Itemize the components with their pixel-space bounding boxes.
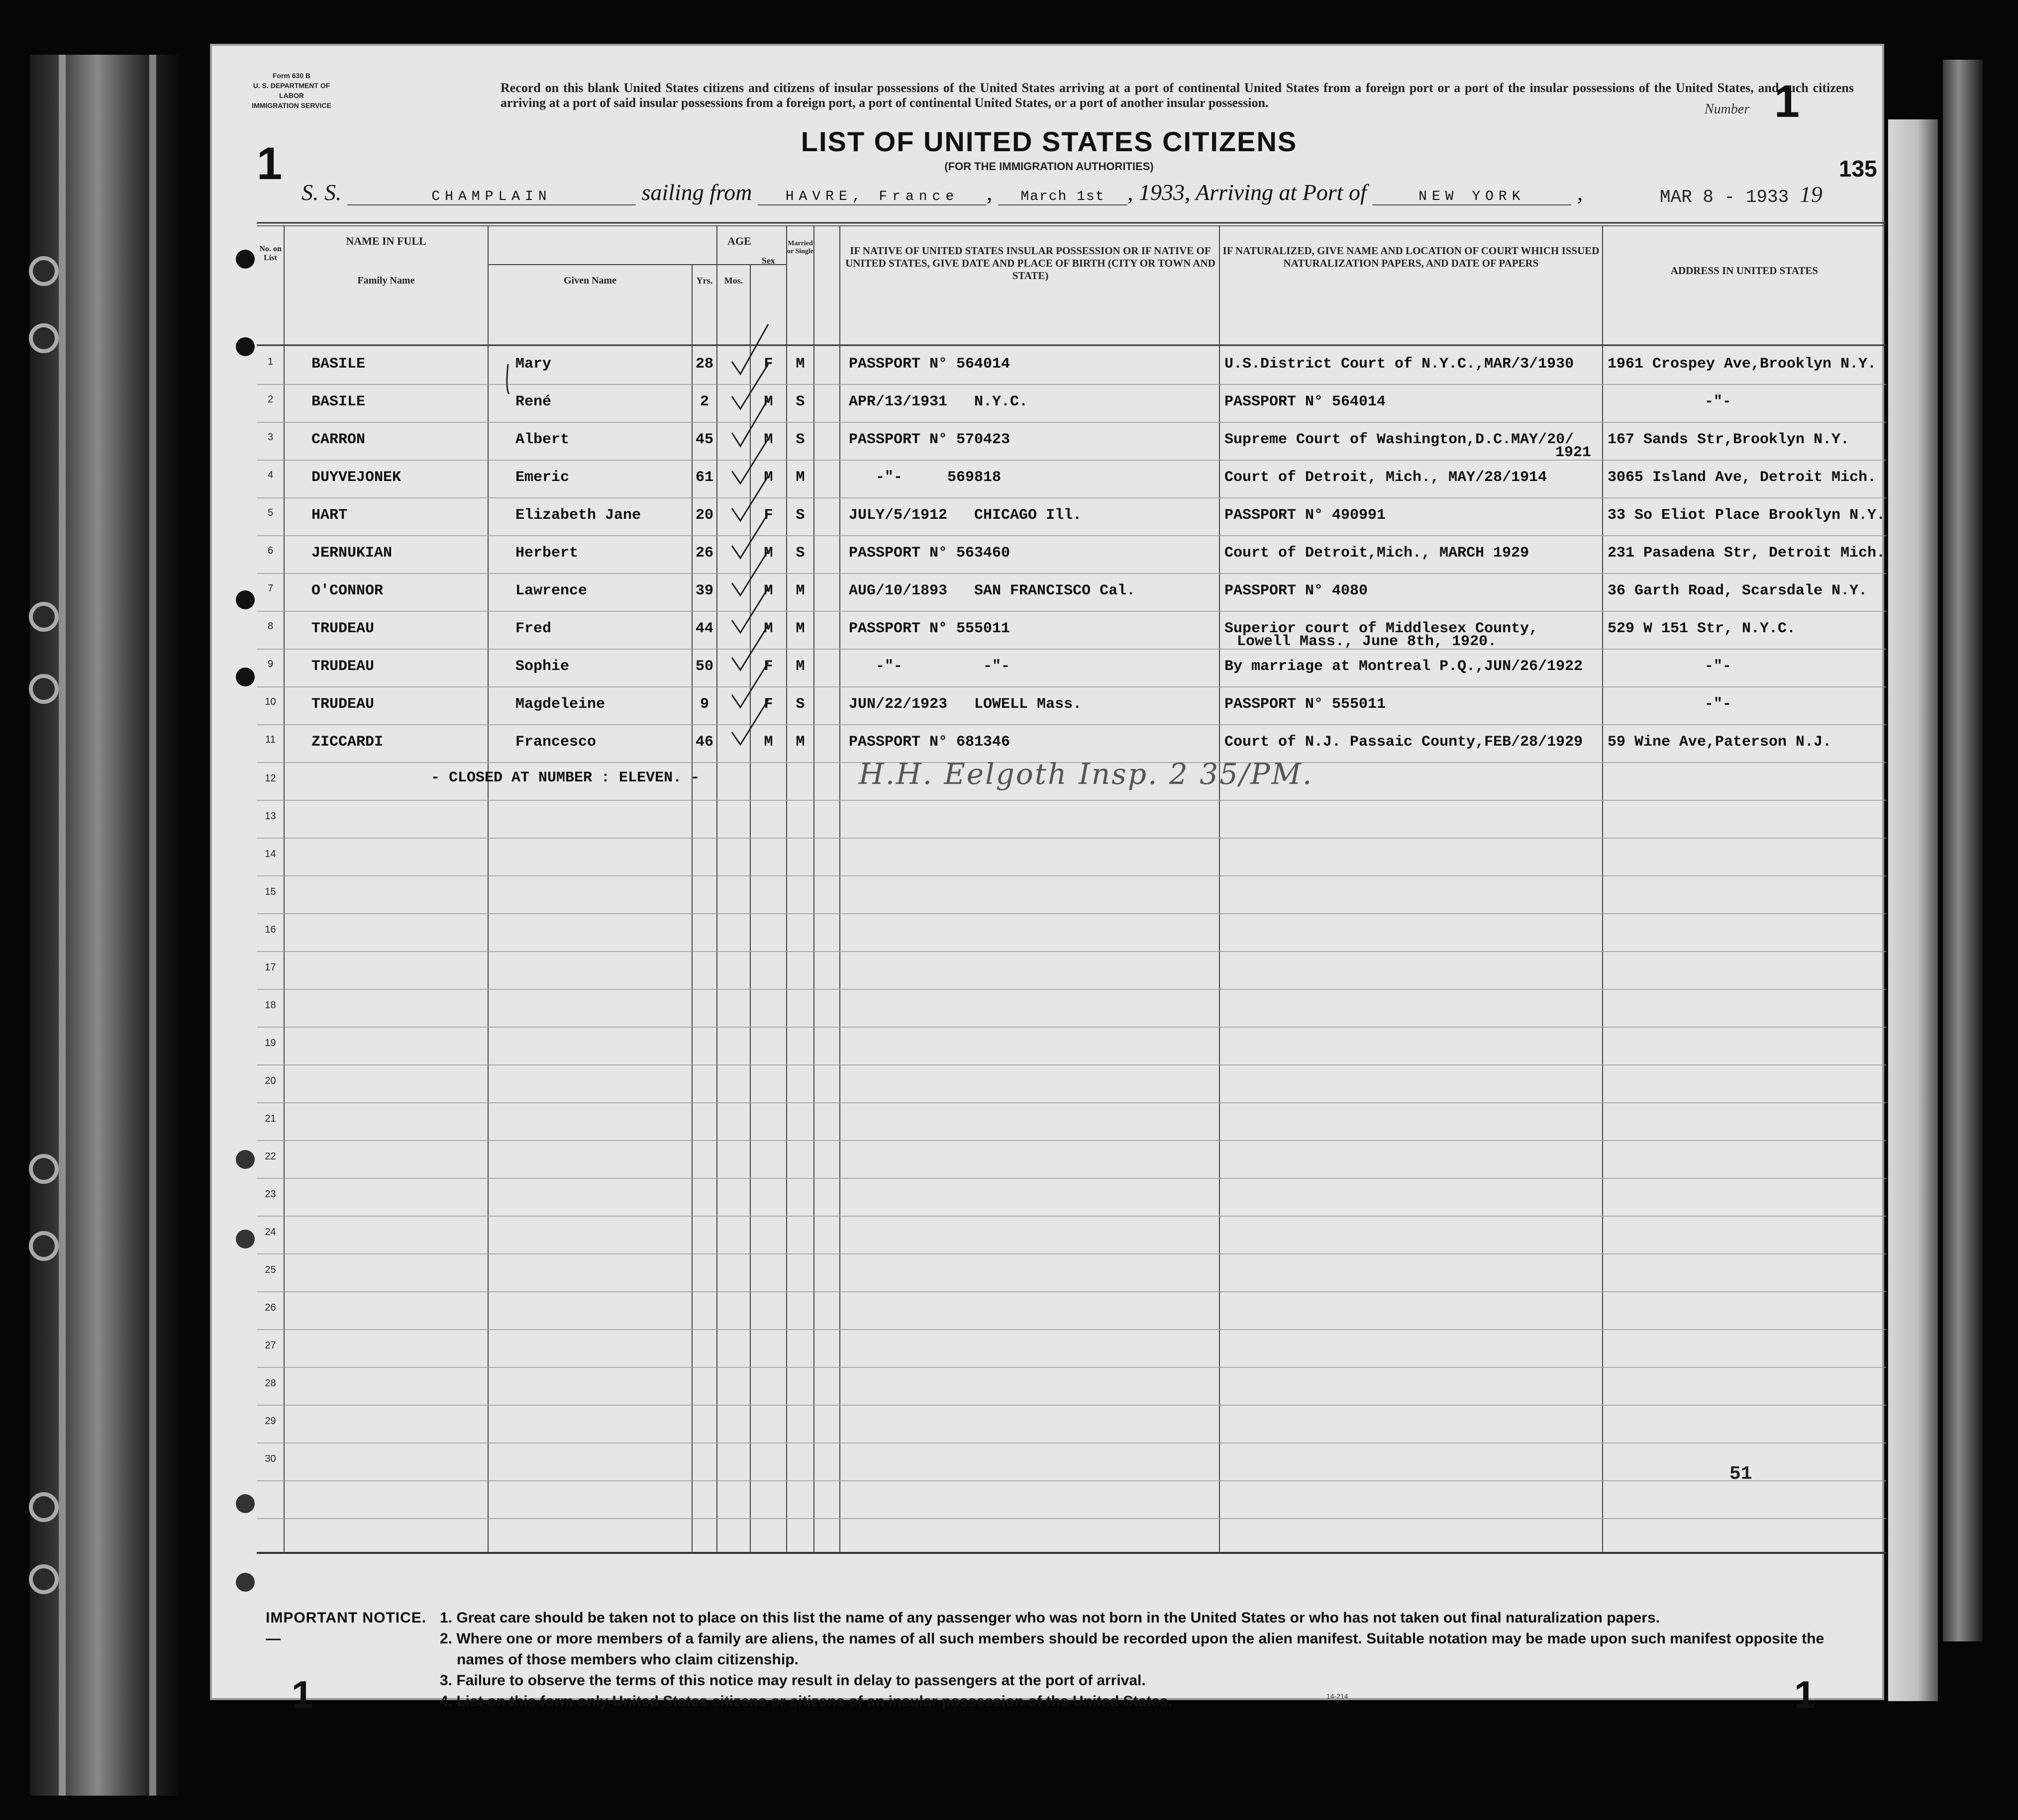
age-years: 61 (695, 469, 713, 486)
age-years: 2 (700, 393, 709, 410)
naturalization-info: Superior court of Middlesex County, (1224, 620, 1538, 637)
family-name: TRUDEAU (311, 620, 375, 637)
birth-info: PASSPORT N° 681346 (849, 734, 1010, 751)
naturalization-info: Court of N.J. Passaic County,FEB/28/1929 (1224, 734, 1583, 751)
footer-mark-right: 1 (1794, 1673, 1816, 1717)
notice-item: 2. Where one or more members of a family are aliens, the names of all such members should be recorded upon the alien manifest. Suitable notation may be made upon such manifest opposite the names of those members who claim citizenship. (440, 1630, 1824, 1668)
row-number: 7 (267, 583, 274, 594)
address: -"- (1705, 696, 1732, 713)
form-department: U. S. DEPARTMENT OF LABOR (253, 82, 330, 99)
manifest-page (210, 44, 1886, 1717)
birth-info: -"- -"- (849, 658, 1010, 675)
binder-edge-line (59, 55, 66, 1796)
ship-name: CHAMPLAIN (347, 189, 636, 205)
sex: M (764, 545, 773, 562)
row-number: 29 (265, 1416, 276, 1427)
voyage-line: S. S. CHAMPLAIN sailing from HAVRE, France , March 1st , 1933, Arriving at Port of NEW YORK , (302, 180, 1583, 205)
age-years: 39 (695, 582, 713, 599)
sex: F (764, 696, 773, 713)
row-number: 6 (267, 545, 274, 556)
binder-spine (30, 55, 179, 1796)
sex: M (764, 582, 773, 599)
row-number: 11 (265, 734, 276, 745)
birth-info: AUG/10/1893 SAN FRANCISCO Cal. (849, 582, 1136, 599)
row-number: 14 (265, 849, 276, 860)
birth-info: JUN/22/1923 LOWELL Mass. (849, 696, 1082, 713)
header-given-name: Given Name (563, 275, 617, 286)
marital-status: M (796, 356, 805, 373)
birth-info: PASSPORT N° 570423 (849, 431, 1010, 448)
page-number: 135 (1839, 156, 1877, 182)
port-of-departure: HAVRE, France (758, 189, 987, 205)
number-label: Number (1705, 101, 1750, 117)
header-sex: Sex (762, 256, 775, 266)
header-naturalized: IF NATURALIZED, GIVE NAME AND LOCATION OF COURT WHICH ISSUED NATURALIZATION PAPERS, AND DATE OF PAPERS (1222, 245, 1600, 269)
binder-hole (29, 1154, 59, 1184)
given-name: Elizabeth Jane (515, 507, 641, 524)
given-name: Albert (515, 431, 570, 448)
naturalization-info: PASSPORT N° 564014 (1224, 393, 1386, 410)
marital-status: M (796, 620, 805, 637)
binder-hole (29, 256, 59, 286)
inspector-signature: H.H. Eelgoth Insp. 2 35/PM. (859, 757, 1313, 791)
address: -"- (1705, 393, 1732, 410)
count-note: 51 (1729, 1463, 1752, 1485)
family-name: BASILE (311, 356, 366, 373)
naturalization-info: PASSPORT N° 490991 (1224, 507, 1386, 524)
marital-status: S (796, 393, 805, 410)
row-number: 15 (265, 886, 276, 897)
naturalization-info-cont: Lowell Mass., June 8th, 1920. (1237, 633, 1497, 650)
header-name-in-full: NAME IN FULL (346, 235, 426, 247)
address: 529 W 151 Str, N.Y.C. (1608, 620, 1796, 637)
binder-hole (29, 323, 59, 353)
header-family-name: Family Name (357, 275, 415, 286)
header-address: ADDRESS IN UNITED STATES (1670, 265, 1818, 277)
row-number: 8 (267, 621, 274, 632)
naturalization-info-cont: 1921 (1555, 444, 1592, 461)
row-number: 30 (265, 1453, 276, 1464)
row-number: 18 (265, 1000, 276, 1011)
given-name: Herbert (515, 545, 579, 562)
row-number: 13 (265, 811, 276, 822)
address: -"- (1705, 658, 1732, 675)
row-number: 23 (265, 1189, 276, 1200)
row-number: 3 (267, 432, 274, 443)
binder-hole (29, 674, 59, 704)
year-prefix: 19 (1138, 180, 1162, 205)
notice-heading: IMPORTANT NOTICE.— (266, 1610, 427, 1647)
marital-status: S (796, 696, 805, 713)
header-birth: IF NATIVE OF UNITED STATES INSULAR POSSESSION OR IF NATIVE OF UNITED STATES, GIVE DATE AND PLACE OF BIRTH (CITY OR TOWN AND STATE) (845, 245, 1215, 282)
ss-label: S. S. (302, 180, 342, 205)
family-name: CARRON (311, 431, 366, 448)
list-title: LIST OF UNITED STATES CITIZENS (801, 126, 1298, 157)
row-number: 24 (265, 1227, 276, 1238)
row-number: 25 (265, 1264, 276, 1275)
footer-code: 14-214 (1326, 1692, 1348, 1700)
address: 167 Sands Str,Brooklyn N.Y. (1608, 431, 1850, 448)
address: 3065 Island Ave, Detroit Mich. (1608, 469, 1877, 486)
marital-status: S (796, 507, 805, 524)
binder-hole (29, 1492, 59, 1522)
form-service: IMMIGRATION SERVICE (252, 101, 331, 109)
list-number: 1 (1774, 76, 1800, 127)
address: 36 Garth Road, Scarsdale N.Y. (1608, 582, 1868, 599)
naturalization-info: U.S.District Court of N.Y.C.,MAR/3/1930 (1224, 356, 1574, 373)
marital-status: M (796, 582, 805, 599)
row-number: 1 (267, 356, 274, 367)
next-page-edge (1888, 119, 1938, 1701)
age-years: 46 (695, 734, 713, 751)
address: 231 Pasadena Str, Detroit Mich. (1608, 545, 1886, 562)
header-no-on-list: No. on List (259, 245, 282, 262)
important-notice (266, 1608, 1828, 1712)
row-number: 21 (265, 1113, 276, 1124)
birth-info: PASSPORT N° 555011 (849, 620, 1010, 637)
row-number: 12 (265, 773, 276, 784)
address: 1961 Crospey Ave,Brooklyn N.Y. (1608, 356, 1877, 373)
age-years: 26 (695, 545, 713, 562)
sex: M (764, 620, 773, 637)
row-number: 22 (265, 1151, 276, 1162)
sex: F (764, 356, 773, 373)
row-number: 2 (267, 394, 274, 405)
naturalization-info: Supreme Court of Washington,D.C.MAY/20/ (1224, 431, 1574, 448)
row-number: 4 (267, 470, 274, 480)
check-marks (507, 324, 768, 745)
marital-status: M (796, 658, 805, 675)
given-name: Lawrence (515, 582, 588, 599)
departure-date: March 1st (998, 189, 1127, 205)
family-name: BASILE (311, 393, 366, 410)
birth-info: PASSPORT N° 564014 (849, 356, 1010, 373)
header-married-single: Married or Single (787, 240, 814, 255)
row-number: 5 (267, 507, 274, 518)
row-number: 17 (265, 962, 276, 973)
family-name: O'CONNOR (311, 582, 384, 599)
binder-hole (29, 602, 59, 632)
notice-item: 3. Failure to observe the terms of this notice may result in delay to passengers at the port of arrival. (440, 1672, 1146, 1689)
marital-status: M (796, 734, 805, 751)
arrival-stamp-text: MAR 8 - 1933 (1660, 187, 1789, 207)
port-of-arrival: NEW YORK (1372, 189, 1571, 205)
age-years: 44 (695, 620, 713, 637)
year-suffix: 33 (1161, 180, 1185, 205)
form-number: Form 630 B (272, 72, 311, 80)
sex: M (764, 734, 773, 751)
header-years: Yrs. (696, 276, 713, 286)
age-years: 45 (695, 431, 713, 448)
naturalization-info: By marriage at Montreal P.Q.,JUN/26/1922 (1224, 658, 1583, 675)
marital-status: S (796, 545, 805, 562)
sailing-from-label: sailing from (641, 180, 752, 205)
naturalization-info: PASSPORT N° 4080 (1224, 582, 1368, 599)
family-name: TRUDEAU (311, 658, 375, 675)
notice-item: 4. List on this form only United States citizens or citizens of an insular possession of the United States. (440, 1693, 1172, 1710)
row-number: 16 (265, 924, 276, 935)
list-subtitle: (FOR THE IMMIGRATION AUTHORITIES) (944, 160, 1154, 173)
age-years: 50 (695, 658, 713, 675)
arriving-label: , Arriving at Port of (1184, 180, 1367, 205)
given-name: Francesco (515, 734, 597, 751)
closed-note: - CLOSED AT NUMBER : ELEVEN. - (431, 769, 700, 786)
given-name: René (515, 393, 552, 410)
binder-hole (29, 1231, 59, 1261)
given-name: Fred (515, 620, 552, 637)
marital-status: M (796, 469, 805, 486)
age-years: 20 (695, 507, 713, 524)
row-number: 10 (265, 696, 276, 707)
binder-right-edge (1943, 60, 1983, 1641)
naturalization-info: Court of Detroit, Mich., MAY/28/1914 (1224, 469, 1547, 486)
family-name: DUYVEJONEK (311, 469, 402, 486)
table-grid (212, 46, 1886, 1702)
sex: M (764, 393, 773, 410)
age-years: 9 (700, 696, 709, 713)
given-name: Emeric (515, 469, 570, 486)
given-name: Sophie (515, 658, 570, 675)
row-number: 27 (265, 1340, 276, 1351)
row-number: 26 (265, 1302, 276, 1313)
address: 33 So Eliot Place Brooklyn N.Y. (1608, 507, 1886, 524)
header-age: AGE (727, 235, 751, 247)
family-name: ZICCARDI (311, 734, 384, 751)
form-instructions: Record on this blank United States citizens and citizens of insular possessions of the United States arriving at a port of continental United States from a foreign port or a port of the insular possessions of the United States, and such citizens arriving at a port of said insular possessions from a foreign port, a port of continental United States, or a port of another insular possession. (501, 81, 1854, 110)
year-prefix-2: 19 (1799, 182, 1822, 207)
row-number: 20 (265, 1075, 276, 1086)
corner-mark: 1 (257, 138, 283, 189)
row-number: 28 (265, 1378, 276, 1389)
family-name: TRUDEAU (311, 696, 375, 713)
row-number: 19 (265, 1038, 276, 1049)
birth-info: -"- 569818 (849, 469, 1002, 486)
given-name: Mary (515, 356, 552, 373)
row-number: 9 (267, 659, 274, 670)
family-name: HART (311, 507, 348, 524)
given-name: Magdeleine (515, 696, 605, 713)
birth-info: JULY/5/1912 CHICAGO Ill. (849, 507, 1082, 524)
sex: M (764, 431, 773, 448)
sex: F (764, 658, 773, 675)
naturalization-info: Court of Detroit,Mich., MARCH 1929 (1224, 545, 1529, 562)
marital-status: S (796, 431, 805, 448)
sex: M (764, 469, 773, 486)
notice-item: 1. Great care should be taken not to place on this list the name of any passenger who was not born in the United States or who has not taken out final naturalization papers. (440, 1610, 1660, 1626)
binder-edge-line (149, 55, 156, 1796)
age-years: 28 (695, 356, 713, 373)
family-name: JERNUKIAN (311, 545, 393, 562)
address: 59 Wine Ave,Paterson N.J. (1608, 734, 1832, 751)
footer-mark-left: 1 (292, 1673, 313, 1717)
naturalization-info: PASSPORT N° 555011 (1224, 696, 1386, 713)
birth-info: APR/13/1931 N.Y.C. (849, 393, 1028, 410)
header-months: Mos. (724, 276, 743, 286)
sex: F (764, 507, 773, 524)
binder-hole (29, 1564, 59, 1594)
birth-info: PASSPORT N° 563460 (849, 545, 1010, 562)
